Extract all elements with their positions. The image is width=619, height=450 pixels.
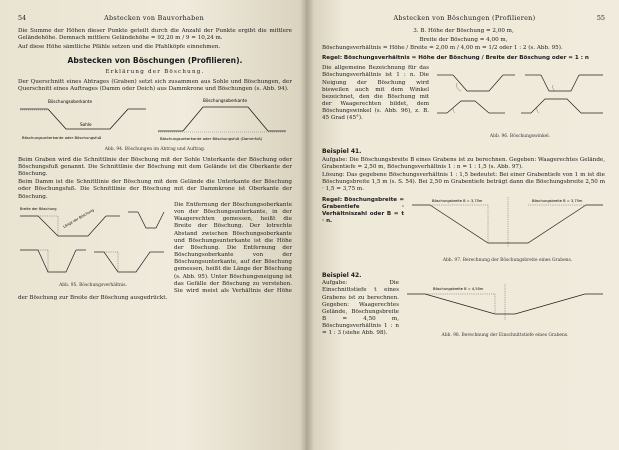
fig95-label-breite: Breite der Böschung [20,206,57,211]
figure-97-drawing [410,195,605,255]
paragraph: Die allgemeine Bezeichnung für das Böschungsverhältnis ist 1 : n. Die Neigung der Böschung wird bisweilen auch mit dem Winkel bezeichnet, den die Böschung mit der Waagerechten bildet, dem Böschungswinkel (s. Abb. 96), z. B. 45 Grad (45°). [322,65,429,122]
paragraph: Lösung: Das gegebene Böschungsverhältnis 1 : 1,5 bedeutet: Bei einer Grabentiefe von 1 m ist die Böschungsbreite 1,5 m (s. S. 54). Bei 2,50 m Grabentiefe beträgt dann die Böschungsbreite 2,50 m · 1,5 = 3,75 m. [322,172,605,193]
fig94-label-right-bottom: Böschungsunterkante oder Böschungsfuß (Dammfuß) [160,136,263,142]
figure-98-drawing [405,280,605,330]
paragraph: Die Summe der Höhen dieser Punkte geteilt durch die Anzahl der Punkte ergibt die mittlere Geländehöhe. Demnach mittlere Geländehöhe = 92,20 m / 9 = 10,24 m. [18,28,292,42]
page-number: 54 [18,14,27,22]
fig98-label: Böschungsbreite B = 4,50m [433,287,484,292]
figure-95-drawing [18,202,168,280]
rule-text: Böschungsverhältnis = Höhe der Böschung / Breite der Böschung oder = 1 : n [343,55,589,62]
example-line: Breite der Böschung = 4,00 m, [419,36,508,43]
rule-text: Böschungsbreite = Grabentiefe · Verhältniszahl oder B = t · n. [322,196,405,225]
fig94-label-sohle: Sohle [80,122,92,128]
figure-caption: Abb. 94. Böschungen im Abtrag und Auftrag. [104,147,206,153]
example-heading: Beispiel 41. [322,147,362,155]
right-page [306,0,619,450]
figure-95 [18,202,168,293]
figure-94 [18,95,288,145]
paragraph: Beim Graben wird die Schnittlinie der Böschung mit der Sohle Unterkante der Böschung oder Böschungsfuß genannt. Die Schnittlinie der Böschung mit dem Gelände ist die Oberkante der Böschung. [18,156,292,177]
paragraph: Aufgabe: Die Böschungsbreite B eines Grabens ist zu berechnen. Gegeben: Waagerechtes Gelände, Grabentiefe = 2,50 m, Böschungsverhältnis 1 : n = 1 : 1,5 (s. Abb. 97). [322,156,605,170]
example-line: 3. B. Höhe der Böschung = 2,00 m, [413,28,514,35]
figure-caption: Abb. 97. Berechnung der Böschungsbreite eines Grabens. [442,257,573,263]
figure-96 [435,65,605,144]
fig97-label-left: Böschungsbreite B = 3,75m [432,198,483,203]
running-head: Abstecken von Bauvorhaben [104,14,204,22]
subsection-title: Erklärung der Böschung. [105,68,205,75]
right-page-header [322,14,605,22]
section-title: Abstecken von Böschungen (Profilieren). [67,55,243,65]
running-head: Abstecken von Böschungen (Profilieren) [393,14,536,22]
paragraph: Beim Damm ist die Schnittlinie der Böschung mit dem Gelände die Unterkante der Böschung oder Böschungsfuß. Die Schnittlinie der Böschung mit der Dammkrone ist Oberkante der Böschung. [18,179,292,200]
figure-96-drawing [435,65,605,131]
figure-caption: Abb. 96. Böschungswinkel. [489,134,551,140]
book-gutter [300,0,314,450]
figure-97 [410,195,605,268]
left-page-header [18,14,292,22]
page-number: 55 [596,14,605,22]
figure-caption: Abb. 95. Böschungsverhältnis. [59,283,127,289]
paragraph: Die Entfernung der Böschungsoberkante von der Böschungsunterkante, in der Waagerechten gemessen, heißt die Breite der Böschung. Der lotrechte Abstand zwischen Böschungsoberkante und Böschungsunterkante ist die Höhe der Böschung. Die Entfernung der Böschungsoberkante von der Böschungsunterkante, auf der Böschung gemessen, heißt die Länge der Böschung (s. Abb. 95). Unter Böschungsneigung ist das Gefälle der Böschung zu verstehen. Sie wird meist als Verhältnis der Höhe der Böschung zur Breite der Böschung ausgedrückt. [18,201,292,301]
left-page [0,0,306,450]
rule-label: Regel: [322,55,343,62]
fig94-label-left-top: Böschungsoberkante [48,99,93,105]
rule-label: Regel: [322,196,343,203]
example-heading: Beispiel 42. [322,271,362,279]
fig94-label-right-top: Böschungsoberkante [203,98,248,104]
paragraph: Auf diese Höhe sämtliche Pfähle setzen und die Pfahlköpfe einnehmen. [18,43,221,50]
paragraph: Aufgabe: Die Einschnittstiefe t eines Grabens ist zu berechnen. Gegeben: Waagerechtes Gelände, Böschungsbreite B = 4,50 m, Böschungsverhältnis 1 : n = 1 : 3 (siehe Abb. 98). [322,280,399,337]
fig94-label-left-bottom: Böschungsunterkante oder Böschungsfuß [22,135,102,141]
fig97-label-right: Böschungsbreite B = 3,75m [532,198,583,203]
figure-98 [405,280,605,343]
paragraph: Der Querschnitt eines Abtrages (Graben) setzt sich zusammen aus Sohle und Böschungen, der Querschnitt eines Auftrages (Damm oder Deich) aus Dammkrone und Böschungen (s. Abb. 94). [18,78,292,92]
figure-caption: Abb. 98. Berechnung der Einschnittstiefe eines Grabens. [441,333,569,339]
ratio-formula: Böschungsverhältnis = Höhe / Breite = 2,00 m / 4,00 m = 1/2 oder 1 : 2 (s. Abb. 95). [322,44,563,51]
fig95-label-laenge: Länge der Böschung [62,207,95,229]
